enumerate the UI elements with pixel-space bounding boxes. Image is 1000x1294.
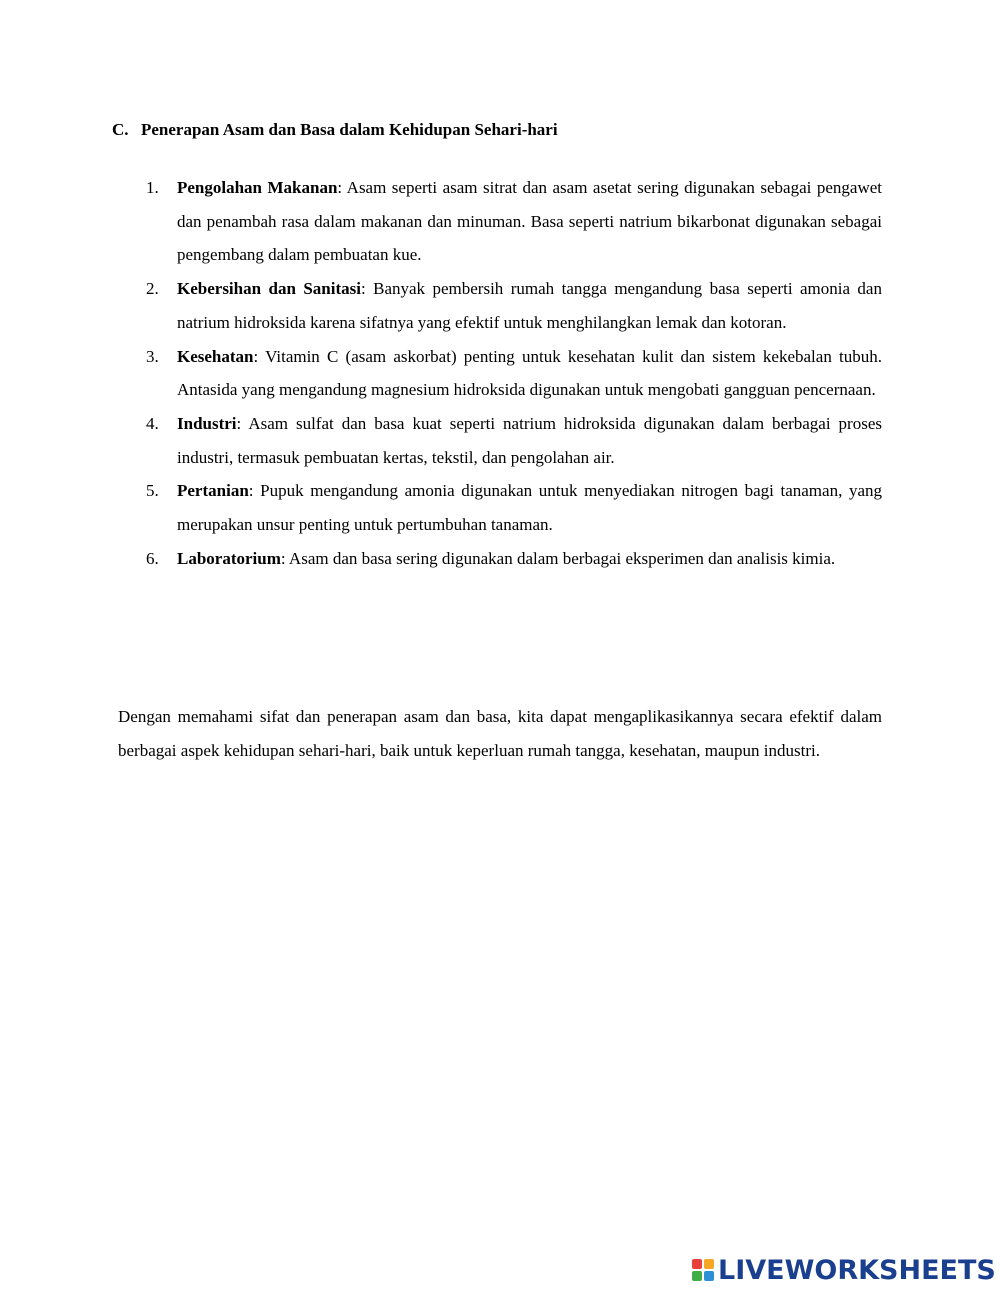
list-item-text: : Pupuk mengandung amonia digunakan untuk menyediakan nitrogen bagi tanaman, yang merupakan unsur penting untuk pertumbuhan tanaman. <box>177 481 882 535</box>
list-item-text: : Asam sulfat dan basa kuat seperti natrium hidroksida digunakan dalam berbagai proses industri, termasuk pembuatan kertas, tekstil, dan pengolahan air. <box>177 413 882 467</box>
section-heading <box>112 118 558 142</box>
watermark-text: LIVEWORKSHEETS <box>718 1254 996 1286</box>
list-item-text: : Banyak pembersih rumah tangga mengandung basa seperti amonia dan natrium hidroksida karena sifatnya yang efektif untuk menghilangkan lemak dan kotoran. <box>177 279 882 332</box>
list-item <box>146 474 882 541</box>
logo-tile <box>692 1271 702 1281</box>
list-item-term: Laboratorium <box>177 548 281 568</box>
section-title: Penerapan Asam dan Basa dalam Kehidupan Sehari-hari <box>141 120 558 139</box>
list-item-term: Pengolahan Makanan <box>177 178 338 197</box>
list-item-term: Kesehatan <box>177 346 254 366</box>
list-item-text: : Asam dan basa sering digunakan dalam berbagai eksperimen dan analisis kimia. <box>280 548 836 568</box>
liveworksheets-logo-icon <box>692 1259 714 1281</box>
list-item-text: : Asam seperti asam sitrat dan asam asetat sering digunakan sebagai pengawet dan penambah rasa dalam makanan dan minuman. Basa seperti natrium bikarbonat digunakan sebagai pengembang dalam pembuatan kue. <box>177 178 882 265</box>
list-item-number: 3. <box>146 346 159 366</box>
section-letter: C. <box>112 120 129 139</box>
list-item-text: : Vitamin C (asam askorbat) penting untuk kesehatan kulit dan sistem kekebalan tubuh. Antasida yang mengandung magnesium hidroksida digunakan untuk mengobati gangguan pencernaan. <box>177 346 882 400</box>
list-item-term: Pertanian <box>177 481 249 501</box>
list-item <box>146 272 882 339</box>
list-item-number: 1. <box>146 178 159 197</box>
logo-tile <box>704 1259 714 1269</box>
list-item-number: 4. <box>146 413 159 433</box>
list-item <box>146 340 882 407</box>
applications-list <box>146 171 882 575</box>
liveworksheets-watermark <box>692 1254 996 1286</box>
closing-paragraph: Dengan memahami sifat dan penerapan asam dan basa, kita dapat mengaplikasikannya secara efektif dalam berbagai aspek kehidupan sehari-hari, baik untuk keperluan rumah tangga, kesehatan, maupun industri. <box>118 707 882 760</box>
list-item-term: Kebersihan dan Sanitasi <box>177 279 361 299</box>
list-item-number: 6. <box>146 548 159 568</box>
logo-tile <box>704 1271 714 1281</box>
list-item <box>146 407 882 474</box>
list-item <box>146 542 882 576</box>
list-item <box>146 171 882 272</box>
list-item-term: Industri <box>177 413 237 433</box>
list-item-number: 2. <box>146 279 159 299</box>
list-item-number: 5. <box>146 481 159 501</box>
logo-tile <box>692 1259 702 1269</box>
